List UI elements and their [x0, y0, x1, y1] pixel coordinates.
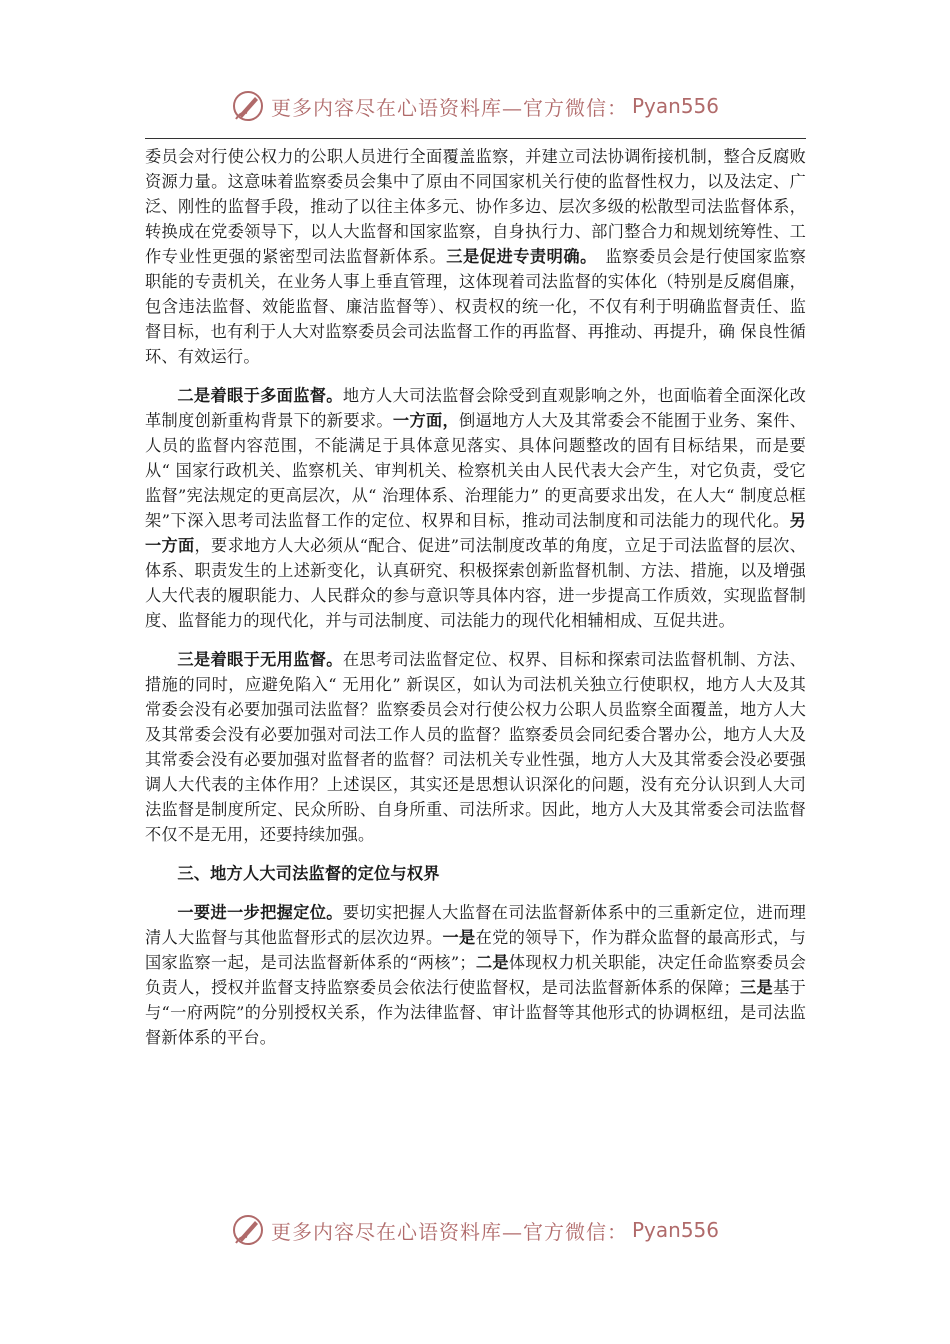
text-run: 倒逼地方人大及其常委会不能囿于业务、案件、人员的监督内容范围，不能满足于具体意见落实、具体问题整改的固有目标结果，而是要从“ 国家行政机关、监察机关、审判机关、检察机关由人民代表大会产生，对它负责，受它监督”宪法规定的更高层次，从“ 治理体系、治理能力” 的更高要求出发，在人大“ 制度总框架”下深入思考司法监督工作的定位、权界和目标，推动司法制度和司法能力的现代化。 — [145, 411, 806, 530]
text-run: ，要求地方人大必须从“配合、促进”司法制度改革的角度，立足于司法监督的层次、体系、职责发生的上述新变化，认真研究、积极探索创新监督机制、方法、措施，以及增强人大代表的履职能力、人民群众的参与意识等具体内容，进一步提高工作质效，实现监督制度、监督能力的现代化，并与司法制度、司法能力的现代化相辅相成、互促共进。 — [145, 536, 806, 630]
text-run: 监察委员会是行使国家监察职能的专责机关，在业务人事上垂直管理，这体现着司法监督的实体化（特别是反腐倡廉，包含违法监督、效能监督、廉洁监督等）、权责权的统一化，不仅有利于明确监督责任、监督目标，也有利于人大对监察委员会司法监督工作的再监督、再推动、再提升，确 保良性循环、有效运行。 — [145, 247, 806, 366]
banner-text: 更多内容尽在心语资料库—官方微信： — [270, 1219, 628, 1244]
text-run: 体现权力机关职能，决定任命监察委员会负责人，授权并监督支持监察委员会依法行使监督权，是司法监督新体系的保障； — [145, 953, 806, 997]
section-heading: 三、地方人大司法监督的定位与权界 — [177, 864, 440, 883]
paragraph-4 — [145, 900, 806, 1050]
banner-wechat-id: Pyan556 — [631, 1218, 719, 1242]
bold-phrase: 三是着眼于无用监督。 — [177, 650, 343, 669]
paragraph-1 — [145, 144, 806, 369]
bold-phrase: 二是着眼于多面监督。 — [177, 386, 343, 405]
text-run: 基于与“一府两院”的分别授权关系，作为法律监督、审计监督等其他形式的协调枢纽，是司法监督新体系的平台。 — [145, 978, 806, 1047]
bold-phrase: 一要进一步把握定位。 — [177, 903, 343, 922]
bold-phrase: 一方面， — [392, 411, 460, 430]
banner-wechat-id: Pyan556 — [631, 94, 719, 118]
header-banner — [0, 84, 950, 128]
pen-logo-icon — [231, 89, 265, 123]
bold-phrase: 一是 — [442, 928, 476, 947]
text-run: 在党的领导下，作为群众监督的最高形式，与国家监察一起，是司法监督新体系的“两核”； — [145, 928, 806, 972]
text-run: 地方人大司法监督会除受到直观影响之外，也面临着全面深化改革制度创新重构背景下的新要求。 — [145, 386, 806, 430]
pen-logo-icon — [231, 1213, 265, 1247]
document-body — [145, 144, 806, 1064]
text-run: 要切实把握人大监督在司法监督新体系中的三重新定位，进而理清人大监督与其他监督形式的层次边界。 — [145, 903, 806, 947]
text-run: 委员会对行使公权力的公职人员进行全面覆盖监察，并建立司法协调衔接机制，整合反腐败资源力量。这意味着监察委员会集中了原由不同国家机关行使的监督性权力，以及法定、广泛、刚性的监督手段，推动了以往主体多元、协作多边、层次多级的松散型司法监督体系，转换成在党委领导下，以人大监督和国家监察，自身执行力、部门整合力和规划统筹性、工作专业性更强的紧密型司法监督新体系。 — [145, 147, 806, 266]
bold-phrase: 另一方面 — [145, 511, 806, 555]
banner-text: 更多内容尽在心语资料库—官方微信： — [270, 95, 628, 120]
bold-phrase: 三是促进专责明确。 — [446, 247, 589, 266]
bold-phrase: 二是 — [475, 953, 509, 972]
paragraph-3 — [145, 647, 806, 847]
header-rule — [145, 138, 806, 139]
bold-phrase: 三是 — [739, 978, 774, 997]
text-run: 在思考司法监督定位、权界、目标和探索司法监督机制、方法、措施的同时，应避免陷入“ 无用化” 新误区，如认为司法机关独立行使职权，地方人大及其常委会没有必要加强司法监督？监察委员会对行使公权力公职人员监察全面覆盖，地方人大及其常委会没有必要加强对司法工作人员的监督？监察委员会同纪委合署办公，地方人大及其常委会没有必要加强对监督者的监督？司法机关专业性强，地方人大及其常委会没必要强调人大代表的主体作用？上述误区，其实还是思想认识深化的问题，没有充分认识到人大司法监督是制度所定、民众所盼、自身所重、司法所求。因此，地方人大及其常委会司法监督不仅不是无用，还要持续加强。 — [145, 650, 806, 844]
paragraph-2 — [145, 383, 806, 633]
footer-banner — [0, 1208, 950, 1252]
